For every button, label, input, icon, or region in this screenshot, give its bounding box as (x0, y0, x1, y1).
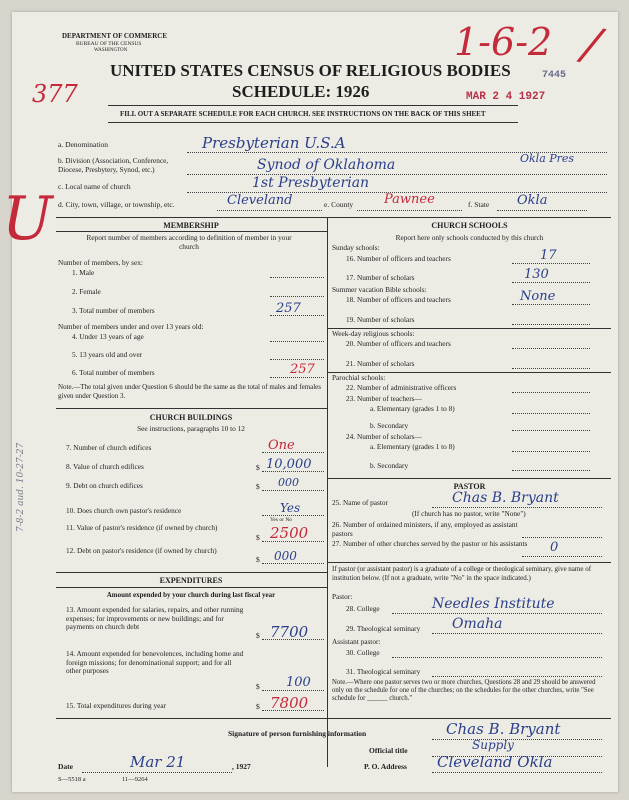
q13-dollar: $ (256, 631, 260, 640)
age-label: Number of members under and over 13 years old: (58, 322, 204, 331)
q14-label: 14. Amount expended for benevolences, including home and foreign missions; for denominational support; and for all other purposes (66, 649, 244, 675)
q16-label: 16. Number of officers and teachers (346, 254, 451, 263)
q19-line (512, 324, 590, 325)
q25-note: (If church has no pastor, write "None") (412, 509, 526, 518)
q23b-label: b. Secondary (370, 421, 409, 430)
state-value: Okla (517, 193, 548, 208)
q9-value: 000 (278, 476, 299, 489)
q20-line (512, 348, 590, 349)
q18-label: 18. Number of officers and teachers (346, 295, 451, 304)
membership-rule (56, 231, 327, 232)
q8-value: 10,000 (266, 457, 312, 472)
q26-label: 26. Number of ordained ministers, if any, employed as assistant pastors (332, 520, 518, 538)
grid-center (327, 217, 328, 767)
q10-label: 10. Does church own pastor's residence (66, 506, 182, 515)
q3-label: 3. Total number of members (72, 306, 155, 315)
q25-label: 25. Name of pastor (332, 498, 388, 507)
q6-value: 257 (290, 362, 315, 377)
date-line (82, 772, 232, 773)
header-divider (108, 105, 518, 106)
q15-label: 15. Total expenditures during year (66, 701, 167, 710)
buildings-heading: CHURCH BUILDINGS (149, 413, 233, 422)
date-year: , 1927 (232, 762, 251, 771)
q28-line (392, 613, 602, 614)
q2-line (270, 296, 324, 297)
q25-line (432, 507, 602, 508)
q24b-line (512, 470, 590, 471)
summer-label: Summer vacation Bible schools: (332, 285, 427, 294)
q7-label: 7. Number of church edifices (66, 443, 152, 452)
local-name-value: 1st Presbyterian (252, 175, 370, 191)
grid-top (56, 217, 611, 218)
city-label-q: d. City, town, village, or township, etc. (58, 200, 175, 209)
membership-heading: MEMBERSHIP (163, 221, 219, 230)
grid-bottom (56, 718, 611, 719)
census-form-sheet (2, 12, 618, 792)
division-extra: Okla Pres (520, 152, 575, 165)
q4-line (270, 341, 324, 342)
assistant-sublabel: Assistant pastor: (332, 637, 381, 646)
q11-dollar: $ (256, 533, 260, 542)
county-label: e. County (324, 200, 354, 209)
expenditures-subheading: Amount expended by your church during last fiscal year (106, 591, 276, 599)
q24a-line (512, 451, 590, 452)
q14-value: 100 (286, 675, 311, 690)
q1-line (270, 277, 324, 278)
q8-label: 8. Value of church edifices (66, 462, 144, 471)
q18-value: None (520, 289, 556, 304)
state-label: f. State (468, 200, 490, 209)
po-address-label: P. O. Address (364, 762, 407, 771)
q12-line (262, 563, 324, 564)
q27-line (522, 556, 602, 557)
q12-value: 000 (274, 549, 297, 563)
pastor-note: Note.—Where one pastor serves two or more churches, Questions 28 and 29 should be answered only on the schedule for one of the churches; on the schedules for the other churches, write "See schedule for ______ church." (332, 679, 596, 702)
schools-subheading: Report here only schools conducted by this church (395, 233, 544, 242)
header-divider-2 (108, 122, 518, 123)
buildings-rule-top (56, 408, 327, 409)
q12-dollar: $ (256, 555, 260, 564)
q26-line (522, 537, 602, 538)
q23a-label: a. Elementary (grades 1 to 8) (370, 404, 455, 413)
city-label: WASHINGTON (94, 48, 128, 53)
q11-value: 2500 (270, 524, 309, 542)
pastor-sublabel: Pastor: (332, 592, 353, 601)
pastor-rule-top (327, 478, 611, 479)
division-line (187, 174, 607, 175)
expenditures-rule (56, 587, 327, 588)
q21-line (512, 368, 590, 369)
membership-note: Note.—The total given under Question 6 should be the same as the total of males and females given under Question 3. (58, 383, 322, 400)
q6-label: 6. Total number of members (72, 368, 155, 377)
buildings-subheading: See instructions, paragraphs 10 to 12 (137, 424, 245, 433)
q13-value: 7700 (270, 623, 309, 641)
sunday-label: Sunday schools: (332, 243, 380, 252)
graduate-note: If pastor (or assistant pastor) is a graduate of a college or theological seminary, give name of institution below. (If not a graduate, write "No" in the space indicated.) (332, 565, 592, 582)
handwritten-number-left: 377 (32, 80, 78, 108)
county-line (357, 210, 462, 211)
q24b-label: b. Secondary (370, 461, 409, 470)
q27-value: 0 (550, 540, 559, 555)
signature-label: Signature of person furnishing information (228, 729, 367, 738)
q17-line (512, 282, 590, 283)
by-sex-label: Number of members, by sex: (58, 258, 143, 267)
q28-value: Needles Institute (432, 596, 555, 612)
q19-label: 19. Number of scholars (346, 315, 415, 324)
schools-heading: CHURCH SCHOOLS (431, 221, 508, 230)
bureau-label: BUREAU OF THE CENSUS (76, 41, 142, 47)
q29-label: 29. Theological seminary (346, 624, 421, 633)
pastor-heading: PASTOR (453, 482, 486, 491)
check-mark: / (578, 15, 605, 73)
q4-label: 4. Under 13 years of age (72, 332, 144, 341)
q28-label: 28. College (346, 604, 380, 613)
q7-value: One (268, 438, 295, 453)
q2-label: 2. Female (72, 287, 101, 296)
q8-dollar: $ (256, 463, 260, 472)
handwritten-number-right: 1-6-2 (454, 20, 553, 64)
q31-label: 31. Theological seminary (346, 667, 421, 676)
weekday-label: Week-day religious schools: (332, 329, 415, 338)
q1-label: 1. Male (72, 268, 95, 277)
po-address-line (432, 772, 602, 773)
pastor-rule-mid (327, 562, 611, 563)
membership-subheading: Report number of members according to definition of member in your church (86, 233, 292, 251)
q30-line (392, 657, 602, 658)
q14-line (262, 690, 324, 691)
dept-label: DEPARTMENT OF COMMERCE (62, 32, 168, 40)
q3-value: 257 (276, 301, 301, 316)
city-value: Cleveland (227, 193, 293, 208)
yes-no-hint: Yes or No (270, 517, 293, 523)
q18-line (512, 304, 590, 305)
date-label: Date (58, 762, 73, 771)
po-address-value: Cleveland Okla (437, 753, 553, 771)
county-value: Pawnee (384, 192, 435, 207)
q15-value: 7800 (270, 694, 309, 712)
q10-value: Yes (280, 501, 301, 515)
q10-line (262, 515, 324, 516)
date-value: Mar 21 (130, 753, 186, 771)
q15-dollar: $ (256, 702, 260, 711)
q23b-line (512, 430, 590, 431)
q21-label: 21. Number of scholars (346, 359, 415, 368)
official-title-label: Official title (369, 746, 408, 755)
q31-line (432, 676, 602, 677)
signature-value: Chas B. Bryant (446, 720, 561, 738)
schedule-title: SCHEDULE: 1926 (232, 82, 370, 101)
instructions: FILL OUT A SEPARATE SCHEDULE FOR EACH CHURCH. SEE INSTRUCTIONS ON THE BACK OF THIS SHEET (120, 110, 486, 118)
serial-stamp: 7445 (542, 70, 567, 81)
q14-dollar: $ (256, 682, 260, 691)
q5-line (270, 359, 324, 360)
city-line (217, 210, 322, 211)
q23a-line (512, 413, 590, 414)
q24-label: 24. Number of scholars— (346, 432, 422, 441)
margin-note: 7-8-2 aud. 10-27-27 (16, 442, 26, 532)
expenditures-rule-top (56, 572, 327, 573)
q16-line (512, 263, 590, 264)
denomination-value: Presbyterian U.S.A (202, 134, 346, 152)
received-stamp: MAR 2 4 1927 (466, 91, 546, 103)
official-title-value: Supply (472, 738, 514, 752)
form-number: S—5518 a (58, 776, 86, 783)
q25-value: Chas B. Bryant (452, 490, 559, 506)
red-margin-mark: U (2, 184, 53, 254)
q22-line (512, 392, 590, 393)
q6-line (270, 377, 324, 378)
q12-label: 12. Debt on pastor's residence (if owned by church) (66, 546, 217, 555)
q20-label: 20. Number of officers and teachers (346, 339, 451, 348)
q27-label: 27. Number of other churches served by the pastor or his assistants (332, 539, 528, 548)
q30-label: 30. College (346, 648, 380, 657)
q17-label: 17. Number of scholars (346, 273, 415, 282)
print-number: 11—9264 (122, 776, 148, 783)
parochial-label: Parochial schools: (332, 373, 386, 382)
signature-line (432, 739, 602, 740)
q24a-label: a. Elementary (grades 1 to 8) (370, 442, 455, 451)
form-title: UNITED STATES CENSUS OF RELIGIOUS BODIES (110, 61, 511, 80)
q11-label: 11. Value of pastor's residence (if owned by church) (66, 523, 218, 532)
q9-line (262, 490, 324, 491)
division-label: b. Division (Association, Conference, Diocese, Presbytery, Synod, etc.) (58, 156, 169, 174)
q13-label: 13. Amount expended for salaries, repairs, and other running expenses; for improvements or new buildings; and for payments on church debt (66, 605, 244, 631)
denomination-label: a. Denomination (58, 140, 108, 149)
local-name-label: c. Local name of church (58, 182, 131, 191)
q17-value: 130 (524, 267, 549, 282)
q22-label: 22. Number of administrative officers (346, 383, 457, 392)
q9-dollar: $ (256, 482, 260, 491)
division-value: Synod of Oklahoma (257, 157, 396, 173)
q9-label: 9. Debt on church edifices (66, 481, 143, 490)
q5-label: 5. 13 years old and over (72, 350, 143, 359)
q29-value: Omaha (452, 616, 503, 632)
q16-value: 17 (540, 248, 557, 263)
state-line (497, 210, 587, 211)
expenditures-heading: EXPENDITURES (159, 576, 223, 585)
q23-label: 23. Number of teachers— (346, 394, 422, 403)
q29-line (432, 633, 602, 634)
